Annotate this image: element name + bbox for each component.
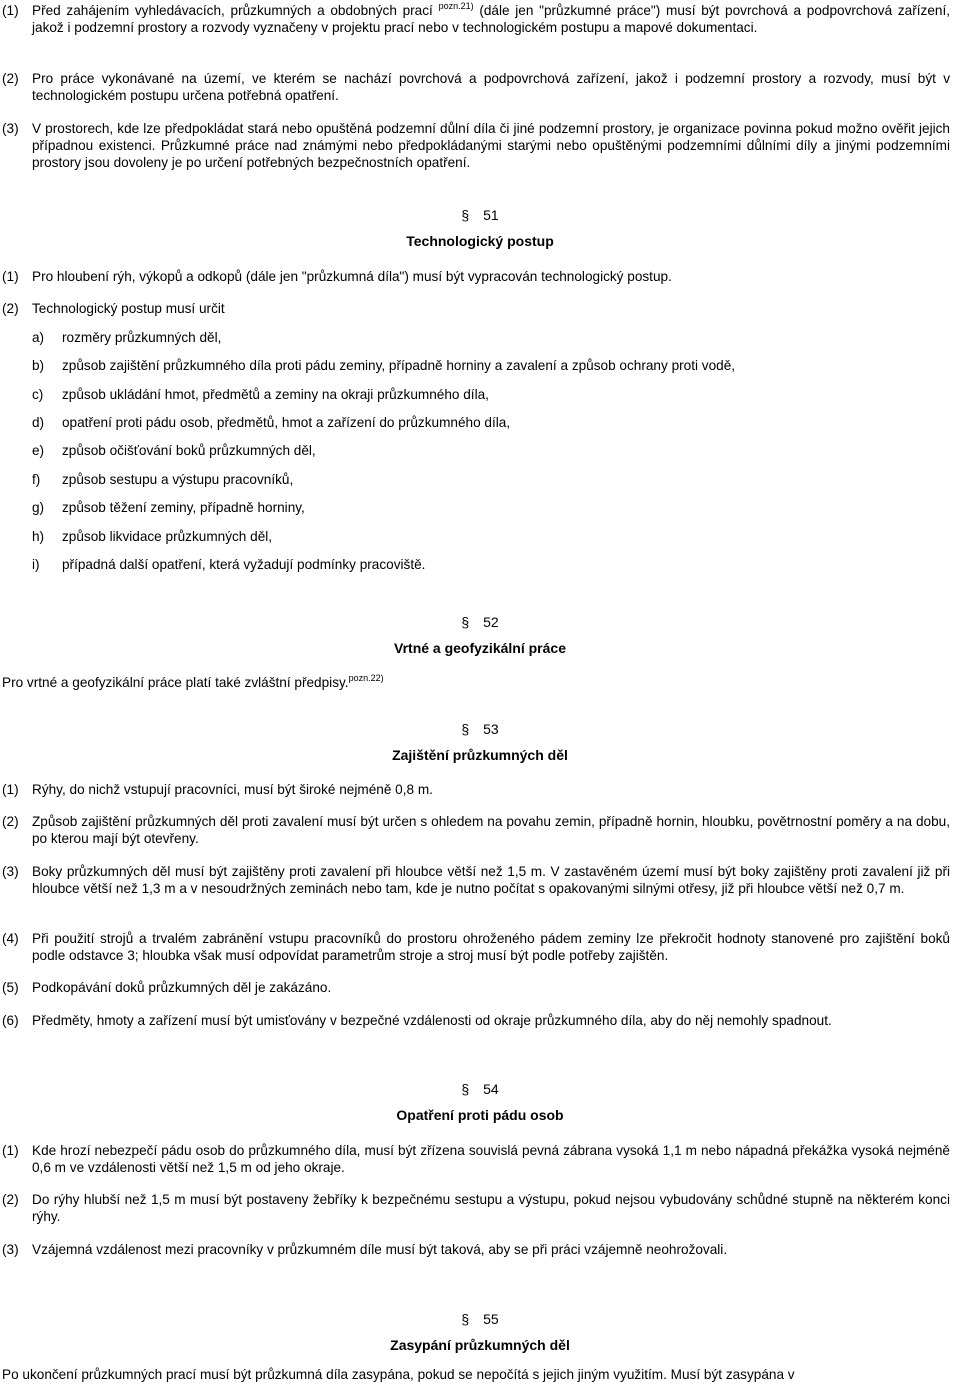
list-item: e) způsob očišťování boků průzkumných děl, (32, 443, 316, 458)
s54-paragraph-1: (1) Kde hrozí nebezpečí pádu osob do průzkumného díla, musí být zřízena souvislá pevná zábrana vysoká 1,1 m nebo nápadná překážka vysoká nejméně 0,6 m ve vzdálenosti větší než 1,5 m od jeho okraje. (2, 1143, 950, 1175)
paragraph-2 (2, 70, 950, 104)
s53-paragraph-5: (5) Podkopávání doků průzkumných děl je zakázáno. (2, 980, 332, 995)
paragraph-number: (3) (2, 121, 19, 136)
section-number-53: § 53 (461, 721, 499, 737)
section-number-52: § 52 (461, 614, 499, 630)
s54-paragraph-2: (2) Do rýhy hlubší než 1,5 m musí být postaveny žebříky k bezpečnému sestupu a výstupu, pokud nejsou vybudovány schůdné stupně na některém konci rýhy. (2, 1192, 950, 1224)
paragraph-text: Pro práce vykonávané na území, ve kterém se nachází povrchová a podpovrchová zařízení, jakož i podzemní prostory a rozvody, musí být v technologickém postupu určena potřebná opatření. (32, 71, 950, 103)
s55-text: Po ukončení průzkumných prací musí být průzkumná díla zasypána, pokud se nepočítá s jejich jiným využitím. Musí být zasypána v (2, 1367, 795, 1382)
s51-paragraph-2: (2) Technologický postup musí určit (2, 301, 225, 316)
s51-paragraph-1: (1) Pro hloubení rýh, výkopů a odkopů (dále jen "průzkumná díla") musí být vypracován technologický postup. (2, 269, 672, 284)
paragraph-number: (2) (2, 71, 19, 86)
list-item: f) způsob sestupu a výstupu pracovníků, (32, 472, 294, 487)
footnote-ref[interactable]: pozn.22) (348, 673, 384, 683)
section-title-51: Technologický postup (406, 233, 554, 249)
paragraph-text: Před zahájením vyhledávacích, průzkumných a obdobných prací $^{pozn.21)}$ (dále jen "průzkumné práce") musí být povrchová a podpovrchová zařízení, jakož i podzemní prostory a rozvody vyznačeny v projektu prací nebo v technologickém postupu a mapové dokumentaci. (32, 1, 951, 35)
section-title-53: Zajištění průzkumných děl (392, 747, 568, 763)
section-title-55: Zasypání průzkumných děl (390, 1337, 570, 1353)
section-title-52: Vrtné a geofyzikální práce (394, 640, 566, 656)
s54-paragraph-3: (3) Vzájemná vzdálenost mezi pracovníky v průzkumném díle musí být taková, aby se při práci vzájemně neohrožovali. (2, 1242, 728, 1257)
section-number-55: § 55 (461, 1311, 499, 1327)
footnote-ref[interactable]: pozn.21) (438, 1, 474, 11)
list-item: a) rozměry průzkumných děl, (32, 330, 222, 345)
s53-paragraph-3: (3) Boky průzkumných děl musí být zajištěny proti zavalení při hloubce větší než 1,5 m. V zastavěném území musí být boky zajištěny proti zavalení již při hloubce větší než 1,3 m a v nesoudržných zeminách nebo tam, kde je nutno počítat s opakovanými silnými otřesy, již při hloubce větší než 0,7 m. (2, 864, 950, 896)
section-number-51: § 51 (461, 207, 499, 223)
list-item: i) případná další opatření, která vyžadují podmínky pracoviště. (32, 557, 426, 572)
list-item: g) způsob těžení zeminy, případně horniny, (32, 500, 305, 515)
s52-text: Pro vrtné a geofyzikální práce platí také zvláštní předpisy.$^{pozn.22)}$ (2, 673, 384, 690)
list-item: d) opatření proti pádu osob, předmětů, hmot a zařízení do průzkumného díla, (32, 415, 511, 430)
list-item: h) způsob likvidace průzkumných děl, (32, 529, 273, 544)
paragraph-1 (2, 2, 950, 36)
paragraph-3 (2, 120, 950, 171)
s53-paragraph-6: (6) Předměty, hmoty a zařízení musí být umisťovány v bezpečné vzdálenosti od okraje průzkumného díla, aby do něj nemohly spadnout. (2, 1013, 832, 1028)
paragraph-text: V prostorech, kde lze předpokládat stará nebo opuštěná podzemní důlní díla či jiné podzemní prostory, je organizace povinna pokud možno ověřit jejich případnou existenci. Průzkumné práce nad známými nebo předpokládanými starými nebo opuštěnými podzemními důlními díly a jinými podzemními prostory jsou dovoleny je po určení potřebných bezpečnostních opatření. (32, 121, 950, 170)
paragraph-number: (1) (2, 3, 19, 18)
section-title-54: Opatření proti pádu osob (396, 1107, 564, 1123)
list-item: b) způsob zajištění průzkumného díla proti pádu zeminy, případně horniny a zavalení a způsob ochrany proti vodě, (32, 358, 736, 373)
s53-paragraph-4: (4) Při použití strojů a trvalém zabránění vstupu pracovníků do prostoru ohroženého pádem zeminy lze překročit hodnoty stanovené pro zajištění boků podle odstavce 3; hloubka však musí odpovídat parametrům stroje a stroj musí být podle potřeby zajištěn. (2, 931, 950, 963)
s53-paragraph-1: (1) Rýhy, do nichž vstupují pracovníci, musí být široké nejméně 0,8 m. (2, 782, 433, 797)
section-number-54: § 54 (461, 1081, 499, 1097)
s53-paragraph-2: (2) Způsob zajištění průzkumných děl proti zavalení musí být určen s ohledem na povahu zemin, případně hornin, hloubku, povětrnostní poměry a na dobu, po kterou mají být otevřeny. (2, 814, 950, 846)
list-item: c) způsob ukládání hmot, předmětů a zeminy na okraji průzkumného díla, (32, 387, 489, 402)
